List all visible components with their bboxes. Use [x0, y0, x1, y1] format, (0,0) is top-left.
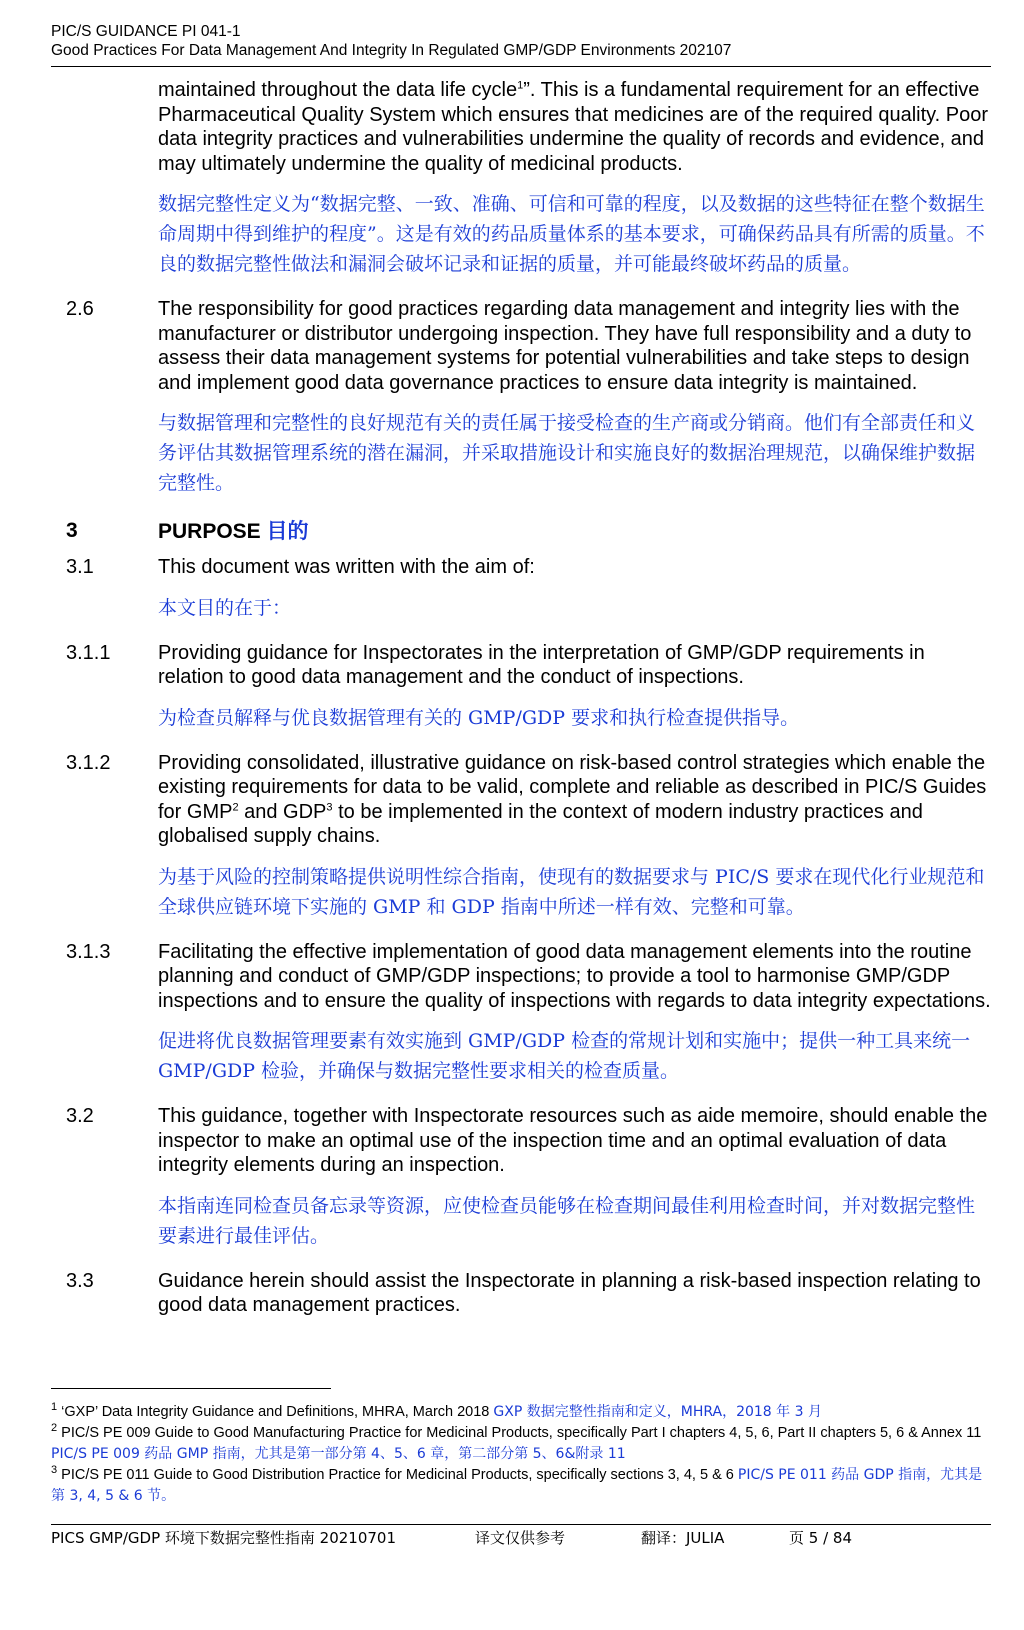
intro-en: maintained throughout the data life cycle$^1$”. This is a fundamental requirement for an effective Pharmaceutical Quality System which ensures that medicines are of the required quality. Poor data integrity practices and vulnerabilities undermine the quality of records and evidence, and may ultimately undermine the quality of medicinal products. — [158, 79, 989, 175]
section-3-1-1 — [66, 641, 991, 733]
footer-translator: 翻译：JULIA — [641, 1529, 725, 1547]
footer-title: PICS GMP/GDP 环境下数据完整性指南 20210701 — [51, 1529, 397, 1547]
section-3-3 — [66, 1269, 991, 1318]
footnote-ref-2[interactable]: 2 — [232, 800, 239, 813]
section-3-3-en: Guidance herein should assist the Inspectorate in planning a risk-based inspection relating to good data management practices. — [158, 1269, 981, 1316]
footnote-ref-3[interactable]: 3 — [326, 800, 333, 813]
section-number: 3 — [66, 519, 78, 542]
section-3-1-en: This document was written with the aim of: — [158, 556, 535, 578]
section-number: 2.6 — [66, 298, 94, 320]
footnote-ref-1[interactable]: 1 — [517, 79, 524, 92]
section-number: 3.1 — [66, 556, 94, 578]
section-3-1-2-zh: 为基于风险的控制策略提供说明性综合指南，使现有的数据要求与 PIC/S 要求在现代化行业规范和全球供应链环境下实施的 GMP 和 GDP 指南中所述一样有效、完整和可靠。 — [158, 865, 985, 918]
section-number: 3.1.2 — [66, 751, 111, 774]
section-2-6 — [66, 297, 991, 498]
footnote-2: $^2$ PIC/S PE 009 Guide to Good Manufacturing Practice for Medicinal Products, specifically Part I chapters 4, 5, 6, Part II chapters 5, 6 & Annex 11 PIC/S PE 009 药品 GMP 指南，尤其是第一部分第 4、5、6 章，第二部分第 5、6&附录 11 — [51, 1422, 982, 1462]
page-header — [51, 22, 991, 60]
section-title-en: PURPOSE — [158, 520, 261, 543]
section-title-zh: 目的 — [266, 519, 309, 543]
section-number: 3.2 — [66, 1105, 94, 1127]
section-3-1 — [66, 555, 991, 623]
section-3-1-2-en: Providing consolidated, illustrative guidance on risk-based control strategies which enable the existing requirements for data to be valid, complete and reliable as described in PIC/S Guides for GMP$^2$ and GDP$^3$ to be implemented in the context of modern industry practices and globalised supply chains. — [158, 751, 987, 847]
intro-zh: 数据完整性定义为“数据完整、一致、准确、可信和可靠的程度，以及数据的这些特征在整个数据生命周期中得到维护的程度”。这是有效的药品质量体系的基本要求，可确保药品具有所需的质量。不良的数据完整性做法和漏洞会破坏记录和证据的质量，并可能最终破坏药品的质量。 — [158, 193, 985, 275]
section-2-6-zh: 与数据管理和完整性的良好规范有关的责任属于接受检查的生产商或分销商。他们有全部责任和义务评估其数据管理系统的潜在漏洞，并采取措施设计和实施良好的数据治理规范，以确保维护数据完整性。 — [158, 412, 976, 494]
footnote-divider — [51, 1388, 331, 1389]
header-divider — [51, 66, 991, 67]
section-3-heading — [66, 516, 991, 547]
page-number: 页 5 / 84 — [789, 1529, 852, 1547]
section-3-1-1-zh: 为检查员解释与优良数据管理有关的 GMP/GDP 要求和执行检查提供指导。 — [158, 706, 800, 729]
intro-paragraph — [66, 78, 991, 279]
header-doc-title: Good Practices For Data Management And Integrity In Regulated GMP/GDP Environments 202107 — [51, 42, 732, 59]
section-number: 3.1.3 — [66, 940, 111, 963]
section-3-1-3 — [66, 940, 991, 1087]
footer-note: 译文仅供参考 — [475, 1529, 566, 1547]
section-3-1-3-zh: 促进将优良数据管理要素有效实施到 GMP/GDP 检查的常规计划和实施中；提供一种工具来统一 GMP/GDP 检验，并确保与数据完整性要求相关的检查质量。 — [158, 1030, 971, 1082]
footer-divider — [51, 1524, 991, 1525]
section-3-1-3-en: Facilitating the effective implementation of good data management elements into the routine planning and conduct of GMP/GDP inspections; to provide a tool to harmonise GMP/GDP inspections and to ensure the quality of inspections with regards to data integrity expectations. — [158, 940, 991, 1012]
main-content — [66, 78, 991, 1318]
footnote-1: $^1$ ‘GXP’ Data Integrity Guidance and Definitions, MHRA, March 2018 GXP 数据完整性指南和定义，MHRA，2018 年 3 月 — [51, 1401, 822, 1420]
section-number: 3.1.1 — [66, 641, 111, 664]
section-3-2-zh: 本指南连同检查员备忘录等资源，应使检查员能够在检查期间最佳利用检查时间，并对数据完整性要素进行最佳评估。 — [158, 1194, 976, 1247]
section-3-2-en: This guidance, together with Inspectorate resources such as aide memoire, should enable the inspector to make an optimal use of the inspection time and an optimal evaluation of data integrity elements during an inspection. — [158, 1105, 988, 1176]
section-3-1-1-en: Providing guidance for Inspectorates in the interpretation of GMP/GDP requirements in relation to good data management and the conduct of inspections. — [158, 641, 925, 688]
section-number: 3.3 — [66, 1269, 94, 1292]
footnote-3: $^3$ PIC/S PE 011 Guide to Good Distribution Practice for Medicinal Products, specifically sections 3, 4, 5 & 6 PIC/S PE 011 药品 GDP 指南，尤其是第 3, 4, 5 & 6 节。 — [51, 1464, 983, 1504]
header-doc-id: PIC/S GUIDANCE PI 041-1 — [51, 23, 241, 40]
section-3-1-zh: 本文目的在于： — [158, 596, 292, 619]
section-2-6-en: The responsibility for good practices regarding data management and integrity lies with the manufacturer or distributor undergoing inspection. They have full responsibility and a duty to assess their data management systems for potential vulnerabilities and take steps to design and implement good data governance practices to ensure data integrity is maintained. — [158, 298, 972, 394]
section-3-2 — [66, 1104, 991, 1251]
section-3-1-2 — [66, 751, 991, 922]
